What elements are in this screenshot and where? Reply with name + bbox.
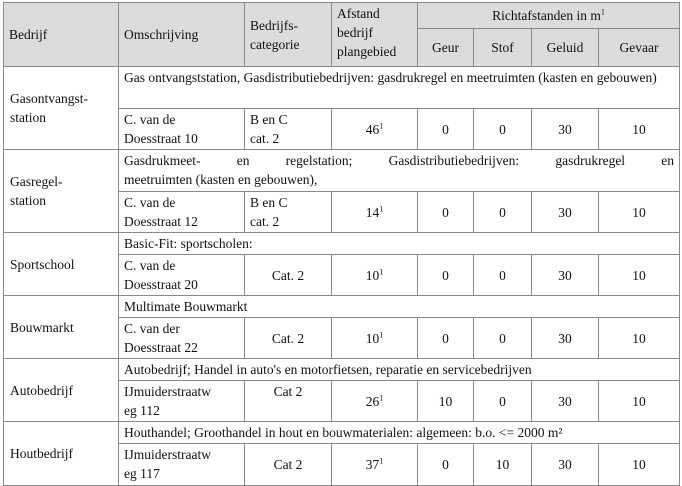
header-categorie-line1: Bedrijfs- xyxy=(250,17,298,33)
adres-line2: Doesstraat 20 xyxy=(124,277,198,292)
table-row-omschrijving xyxy=(119,150,680,192)
table-row-stof: 0 xyxy=(474,318,532,359)
header-afstand-line2: bedrijf xyxy=(337,25,373,40)
table-row-bedrijf: Sportschool xyxy=(4,233,119,296)
afstand-value: 10 xyxy=(365,267,380,283)
table-row-afstand xyxy=(332,109,418,150)
table-row-bedrijf: Houtbedrijf xyxy=(4,422,119,486)
table-row-bedrijf xyxy=(4,67,119,150)
table-row-geluid: 30 xyxy=(532,381,599,422)
table-row-adres xyxy=(119,381,245,422)
table-row-geur: 0 xyxy=(418,318,474,359)
table-row-afstand xyxy=(332,318,418,359)
table-row-categorie xyxy=(245,192,332,233)
adres-line1: IJmuiderstraatw xyxy=(124,384,211,399)
table-row-omschrijving: Autobedrijf; Handel in auto's en motorfietsen, reparatie en servicebedrijven xyxy=(119,359,680,381)
afstand-sup: 1 xyxy=(379,121,384,130)
afstand-sup: 1 xyxy=(379,393,384,402)
afstand-sup: 1 xyxy=(379,456,384,466)
header-geur: Geur xyxy=(418,29,474,67)
categorie-line1: B en C xyxy=(250,112,288,127)
table-row-gevaar: 10 xyxy=(599,255,680,296)
afstand-value: 14 xyxy=(365,204,380,220)
header-omschrijving: Omschrijving xyxy=(119,3,245,67)
table-row-geur: 10 xyxy=(418,381,474,422)
categorie-line2: cat. 2 xyxy=(250,214,280,229)
table-row-omschrijving: Gas ontvangststation, Gasdistributiebedrijven: gasdrukregel en meetruimten (kasten en gebouwen) xyxy=(119,67,680,109)
table-row-gevaar: 10 xyxy=(599,444,680,486)
table-row-omschrijving: Basic-Fit: sportscholen: xyxy=(119,233,680,255)
table-row-afstand xyxy=(332,255,418,296)
afstand-value: 37 xyxy=(365,457,380,472)
adres-line2: Doesstraat 12 xyxy=(124,214,198,229)
adres-line1: C. van der xyxy=(124,321,180,336)
table-row-bedrijf xyxy=(4,150,119,233)
categorie-line1: B en C xyxy=(250,195,288,210)
table-row-bedrijf: Autobedrijf xyxy=(4,359,119,422)
afstand-value: 10 xyxy=(365,330,380,346)
table-row-geur: 0 xyxy=(418,255,474,296)
table-row-adres xyxy=(119,255,245,296)
header-richtafstanden-sup: 1 xyxy=(600,7,605,17)
table-row-stof: 0 xyxy=(474,381,532,422)
header-richtafstanden xyxy=(418,3,680,29)
table-row-categorie: Cat 2 xyxy=(245,444,332,486)
bedrijf-line2: station xyxy=(10,110,46,125)
adres-line2: Doesstraat 10 xyxy=(124,131,198,146)
table-row-gevaar: 10 xyxy=(599,109,680,150)
afstand-sup: 1 xyxy=(379,330,384,339)
table-row-omschrijving: Multimate Bouwmarkt xyxy=(119,296,680,318)
table-row-categorie xyxy=(245,109,332,150)
afstand-sup: 1 xyxy=(379,204,384,213)
afstand-value: 46 xyxy=(365,121,380,137)
richtafstanden-table xyxy=(3,2,680,486)
categorie-line2: cat. 2 xyxy=(250,131,280,146)
adres-line1: C. van de xyxy=(124,195,176,210)
table-row-afstand xyxy=(332,192,418,233)
header-bedrijfscategorie xyxy=(245,3,332,67)
table-row-omschrijving: Houthandel; Groothandel in hout en bouwmaterialen: algemeen: b.o. <= 2000 m² xyxy=(119,422,680,444)
afstand-sup: 1 xyxy=(379,267,384,276)
bedrijf-line1: Gasregel- xyxy=(10,174,63,189)
table-row-categorie: Cat. 2 xyxy=(245,318,332,359)
table-row-adres xyxy=(119,318,245,359)
table-row-geluid: 30 xyxy=(532,109,599,150)
table-row-adres xyxy=(119,444,245,486)
table-row-geur: 0 xyxy=(418,444,474,486)
bedrijf-line1: Gasontvangst- xyxy=(10,91,88,106)
adres-line2: eg 117 xyxy=(124,466,160,481)
adres-line2: eg 112 xyxy=(124,403,160,418)
bedrijf-line2: station xyxy=(10,193,46,208)
table-row-stof: 10 xyxy=(474,444,532,486)
adres-line1: C. van de xyxy=(124,112,176,127)
table-row-adres xyxy=(119,109,245,150)
header-geluid: Geluid xyxy=(532,29,599,67)
table-row-categorie: Cat 2 xyxy=(245,381,332,422)
header-gevaar: Gevaar xyxy=(599,29,680,67)
table-row-adres xyxy=(119,192,245,233)
afstand-value: 26 xyxy=(365,393,380,409)
omschrijving-line1: Gasdrukmeet- en regelstation; Gasdistributiebedrijven: gasdrukregel en xyxy=(124,153,675,168)
table-row-geur: 0 xyxy=(418,109,474,150)
table-row-gevaar: 10 xyxy=(599,381,680,422)
table-row-afstand xyxy=(332,381,418,422)
table-row-categorie: Cat. 2 xyxy=(245,255,332,296)
omschrijving-line2: meetruimten (kasten en gebouwen), xyxy=(124,172,318,187)
table-row-geluid: 30 xyxy=(532,444,599,486)
table-row-afstand xyxy=(332,444,418,486)
table-row-stof: 0 xyxy=(474,109,532,150)
table-row-stof: 0 xyxy=(474,255,532,296)
table-row-gevaar: 10 xyxy=(599,318,680,359)
header-afstand xyxy=(332,3,418,67)
table-row-bedrijf: Bouwmarkt xyxy=(4,296,119,359)
header-bedrijf: Bedrijf xyxy=(4,3,119,67)
header-stof: Stof xyxy=(474,29,532,67)
table-row-stof: 0 xyxy=(474,192,532,233)
table-row-gevaar: 10 xyxy=(599,192,680,233)
adres-line1: IJmuiderstraatw xyxy=(124,447,211,462)
table-row-geluid: 30 xyxy=(532,255,599,296)
header-richtafstanden-label: Richtafstanden in m xyxy=(492,8,601,23)
adres-line1: C. van de xyxy=(124,258,176,273)
header-afstand-line3: plangebied xyxy=(337,44,397,59)
table-row-geur: 0 xyxy=(418,192,474,233)
table-row-geluid: 30 xyxy=(532,318,599,359)
header-afstand-line1: Afstand xyxy=(337,6,380,21)
adres-line2: Doesstraat 22 xyxy=(124,340,198,355)
table-row-geluid: 30 xyxy=(532,192,599,233)
header-categorie-line2: categorie xyxy=(250,36,300,52)
